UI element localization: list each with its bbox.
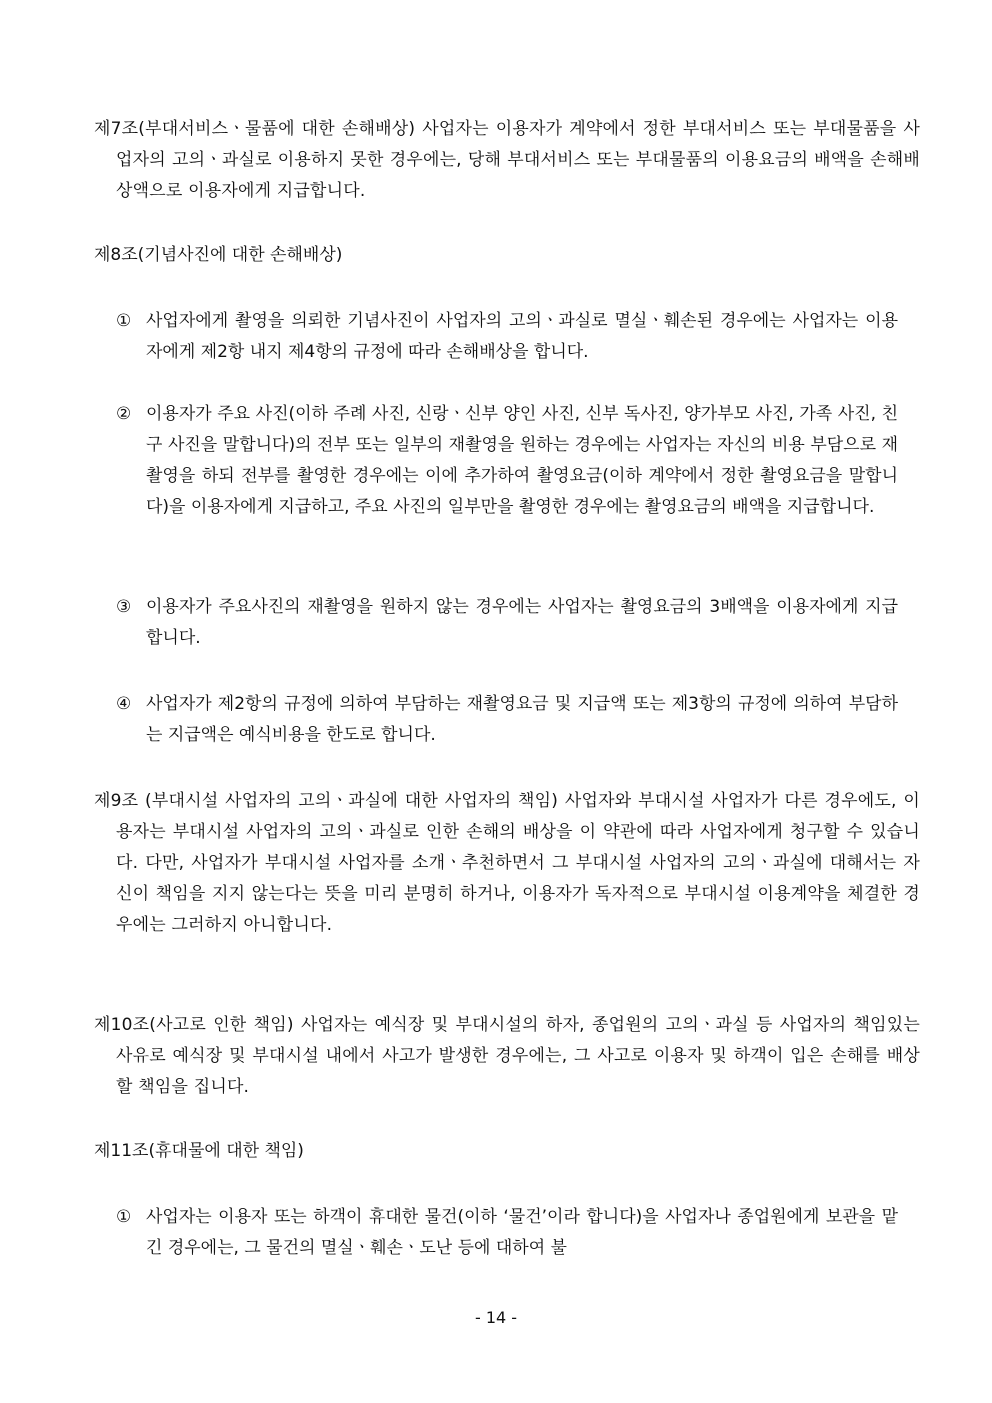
- article-8-item-1: [116, 306, 898, 368]
- article-9-text: 제9조 (부대시설 사업자의 고의ㆍ과실에 대한 사업자의 책임) 사업자와 부대시설 사업자가 다른 경우에도, 이용자는 부대시설 사업자의 고의ㆍ과실로 인한 손해의 배상을 이 약관에 따라 사업자에게 청구할 수 있습니다. 다만, 사업자가 부대시설 사업자를 소개ㆍ추천하면서 그 부대시설 사업자의 고의ㆍ과실에 대해서는 자신이 책임을 지지 않는다는 뜻을 미리 분명히 하거나, 이용자가 독자적으로 부대시설 이용계약을 체결한 경우에는 그러하지 아니합니다.: [94, 791, 920, 935]
- article-10-text: 제10조(사고로 인한 책임) 사업자는 예식장 및 부대시설의 하자, 종업원의 고의ㆍ과실 등 사업자의 책임있는 사유로 예식장 및 부대시설 내에서 사고가 발생한 경우에는, 그 사고로 이용자 및 하객이 입은 손해를 배상할 책임을 집니다.: [94, 1015, 920, 1097]
- article-8-title: 제8조(기념사진에 대한 손해배상): [94, 245, 343, 265]
- item-text: 이용자가 주요 사진(이하 주례 사진, 신랑ㆍ신부 양인 사진, 신부 독사진, 양가부모 사진, 가족 사진, 친구 사진을 말합니다)의 전부 또는 일부의 재촬영을 원하는 경우에는 사업자는 자신의 비용 부담으로 재촬영을 하되 전부를 촬영한 경우에는 이에 추가하여 촬영요금(이하 계약에서 정한 촬영요금을 말합니다)을 이용자에게 지급하고, 주요 사진의 일부만을 촬영한 경우에는 촬영요금의 배액을 지급합니다.: [146, 404, 898, 517]
- article-11-item-1: [116, 1202, 898, 1264]
- item-text: 사업자에게 촬영을 의뢰한 기념사진이 사업자의 고의ㆍ과실로 멸실ㆍ훼손된 경우에는 사업자는 이용자에게 제2항 내지 제4항의 규정에 따라 손해배상을 합니다.: [146, 311, 898, 362]
- article-7-text: 제7조(부대서비스ㆍ물품에 대한 손해배상) 사업자는 이용자가 계약에서 정한 부대서비스 또는 부대물품을 사업자의 고의ㆍ과실로 이용하지 못한 경우에는, 당해 부대서비스 또는 부대물품의 이용요금의 배액을 손해배상액으로 이용자에게 지급합니다.: [94, 119, 920, 201]
- item-text: 이용자가 주요사진의 재촬영을 원하지 않는 경우에는 사업자는 촬영요금의 3배액을 이용자에게 지급합니다.: [146, 597, 898, 648]
- item-number: ②: [116, 404, 132, 424]
- article-8-item-3: [116, 592, 898, 654]
- item-number: ④: [116, 694, 132, 714]
- page-number: - 14 -: [474, 1308, 518, 1327]
- article-11-title: 제11조(휴대물에 대한 책임): [94, 1141, 304, 1161]
- item-text: 사업자는 이용자 또는 하객이 휴대한 물건(이하 ‘물건’이라 합니다)을 사업자나 종업원에게 보관을 맡긴 경우에는, 그 물건의 멸실ㆍ훼손ㆍ도난 등에 대하여 불: [146, 1207, 898, 1258]
- item-number: ③: [116, 597, 132, 617]
- article-7: [94, 114, 920, 207]
- item-number: ①: [116, 311, 132, 331]
- article-10: [94, 1010, 920, 1103]
- article-8-item-4: [116, 689, 898, 751]
- item-number: ①: [116, 1207, 132, 1227]
- article-9: [94, 786, 920, 941]
- article-8-item-2: [116, 399, 898, 523]
- item-text: 사업자가 제2항의 규정에 의하여 부담하는 재촬영요금 및 지급액 또는 제3항의 규정에 의하여 부담하는 지급액은 예식비용을 한도로 합니다.: [146, 694, 898, 745]
